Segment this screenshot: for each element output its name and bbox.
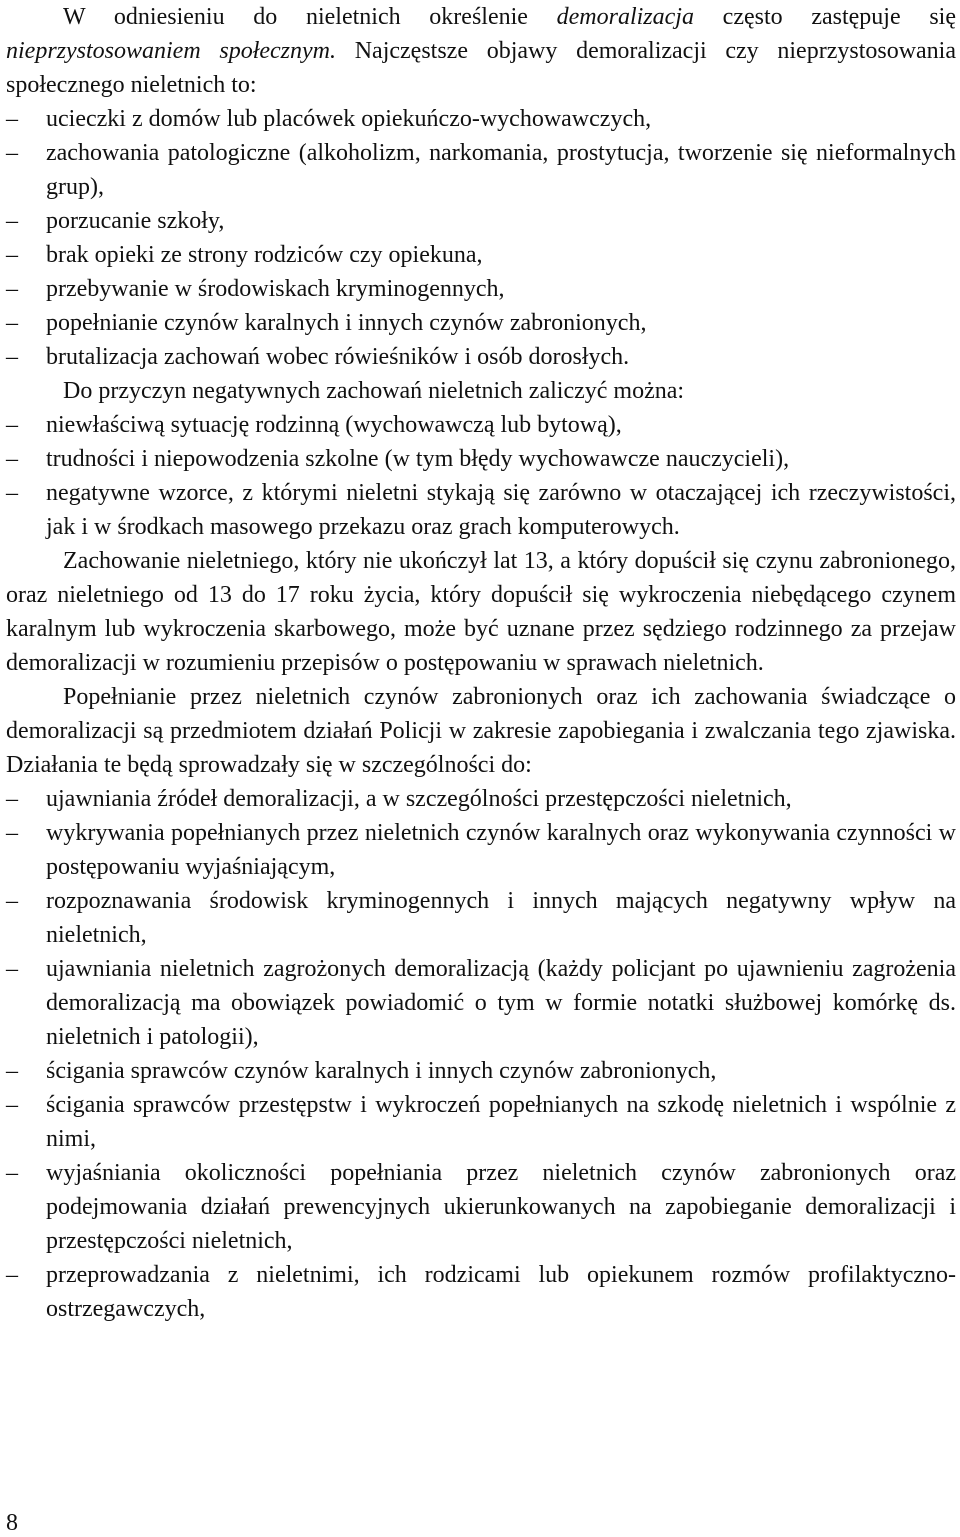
dash-marker: –	[6, 888, 18, 914]
list-item: – niewłaściwą sytuację rodzinną (wychowawczą lub bytową),	[6, 408, 956, 442]
document-page	[6, 0, 956, 1326]
dash-marker: –	[6, 1092, 18, 1118]
list-item: – wykrywania popełnianych przez nieletnich czynów karalnych oraz wykonywania czynności w postępowaniu wyjaśniającym,	[6, 816, 956, 884]
intro-text-e: Najczęstsze objawy demoralizacji czy nieprzystosowania społecznego nieletnich to:	[6, 38, 956, 98]
symptoms-list	[6, 102, 956, 374]
dash-marker: –	[6, 344, 18, 370]
list-item: – rozpoznawania środowisk kryminogennych i innych mających negatywny wpływ na nieletnich,	[6, 884, 956, 952]
list-item: – negatywne wzorce, z którymi nieletni stykają się zarówno w otaczającej ich rzeczywistości, jak i w środkach masowego przekazu oraz grach komputerowych.	[6, 476, 956, 544]
list-item: – ujawniania nieletnich zagrożonych demoralizacją (każdy policjant po ujawnieniu zagrożenia demoralizacją ma obowiązek powiadomić o tym w formie notatki służbowej komórkę ds. nieletnich i patologii),	[6, 952, 956, 1054]
intro-text-c: często zastępuje się	[693, 4, 956, 30]
list-item: – trudności i niepowodzenia szkolne (w tym błędy wychowawcze nauczycieli),	[6, 442, 956, 476]
dash-marker: –	[6, 242, 18, 268]
intro-paragraph	[6, 0, 956, 102]
intro-term-demoralization: demoralizacja	[556, 4, 694, 30]
intro-text-a: W odniesieniu do nieletnich określenie	[63, 4, 557, 30]
list-item: – ścigania sprawców czynów karalnych i innych czynów zabronionych,	[6, 1054, 956, 1088]
dash-marker: –	[6, 446, 18, 472]
causes-list	[6, 408, 956, 544]
list-item: – przeprowadzania z nieletnimi, ich rodzicami lub opiekunem rozmów profilaktyczno-ostrzegawczych,	[6, 1258, 956, 1326]
dash-marker: –	[6, 820, 18, 846]
paragraph-juvenile-behavior: Zachowanie nieletniego, który nie ukończył lat 13, a który dopuścił się czynu zabronionego, oraz nieletniego od 13 do 17 roku życia, który dopuścił się wykroczenia niebędącego czynem karalnym lub wykroczenia skarbowego, może być uznane przez sędziego rodzinnego za przejaw demoralizacji w rozumieniu przepisów o postępowaniu w sprawach nieletnich.	[6, 548, 956, 676]
intro-term-maladjustment: nieprzystosowaniem społecznym.	[6, 38, 337, 64]
list-item: – ucieczki z domów lub placówek opiekuńczo-wychowawczych,	[6, 102, 956, 136]
dash-marker: –	[6, 310, 18, 336]
dash-marker: –	[6, 412, 18, 438]
list-item: – wyjaśniania okoliczności popełniania przez nieletnich czynów zabronionych oraz podejmowania działań prewencyjnych ukierunkowanych na zapobieganie demoralizacji i przestępczości nieletnich,	[6, 1156, 956, 1258]
dash-marker: –	[6, 1262, 18, 1288]
actions-list	[6, 782, 956, 1326]
list-item: – brak opieki ze strony rodziców czy opiekuna,	[6, 238, 956, 272]
dash-marker: –	[6, 106, 18, 132]
list-item: – popełnianie czynów karalnych i innych czynów zabronionych,	[6, 306, 956, 340]
list-item: – ujawniania źródeł demoralizacji, a w szczególności przestępczości nieletnich,	[6, 782, 956, 816]
dash-marker: –	[6, 276, 18, 302]
dash-marker: –	[6, 956, 18, 982]
causes-intro: Do przyczyn negatywnych zachowań nieletnich zaliczyć można:	[63, 378, 685, 404]
dash-marker: –	[6, 1058, 18, 1084]
paragraph-police-actions: Popełnianie przez nieletnich czynów zabronionych oraz ich zachowania świadczące o demoralizacji są przedmiotem działań Policji w zakresie zapobiegania i zwalczania tego zjawiska. Działania te będą sprowadzały się w szczególności do:	[6, 684, 956, 778]
dash-marker: –	[6, 208, 18, 234]
list-item: – zachowania patologiczne (alkoholizm, narkomania, prostytucja, tworzenie się nieformalnych grup),	[6, 136, 956, 204]
dash-marker: –	[6, 140, 18, 166]
list-item: – przebywanie w środowiskach kryminogennych,	[6, 272, 956, 306]
page-number: 8	[6, 1510, 18, 1536]
list-item: – ścigania sprawców przestępstw i wykroczeń popełnianych na szkodę nieletnich i wspólnie z nimi,	[6, 1088, 956, 1156]
dash-marker: –	[6, 786, 18, 812]
dash-marker: –	[6, 480, 18, 506]
list-item: – porzucanie szkoły,	[6, 204, 956, 238]
list-item: – brutalizacja zachowań wobec rówieśników i osób dorosłych.	[6, 340, 956, 374]
dash-marker: –	[6, 1160, 18, 1186]
